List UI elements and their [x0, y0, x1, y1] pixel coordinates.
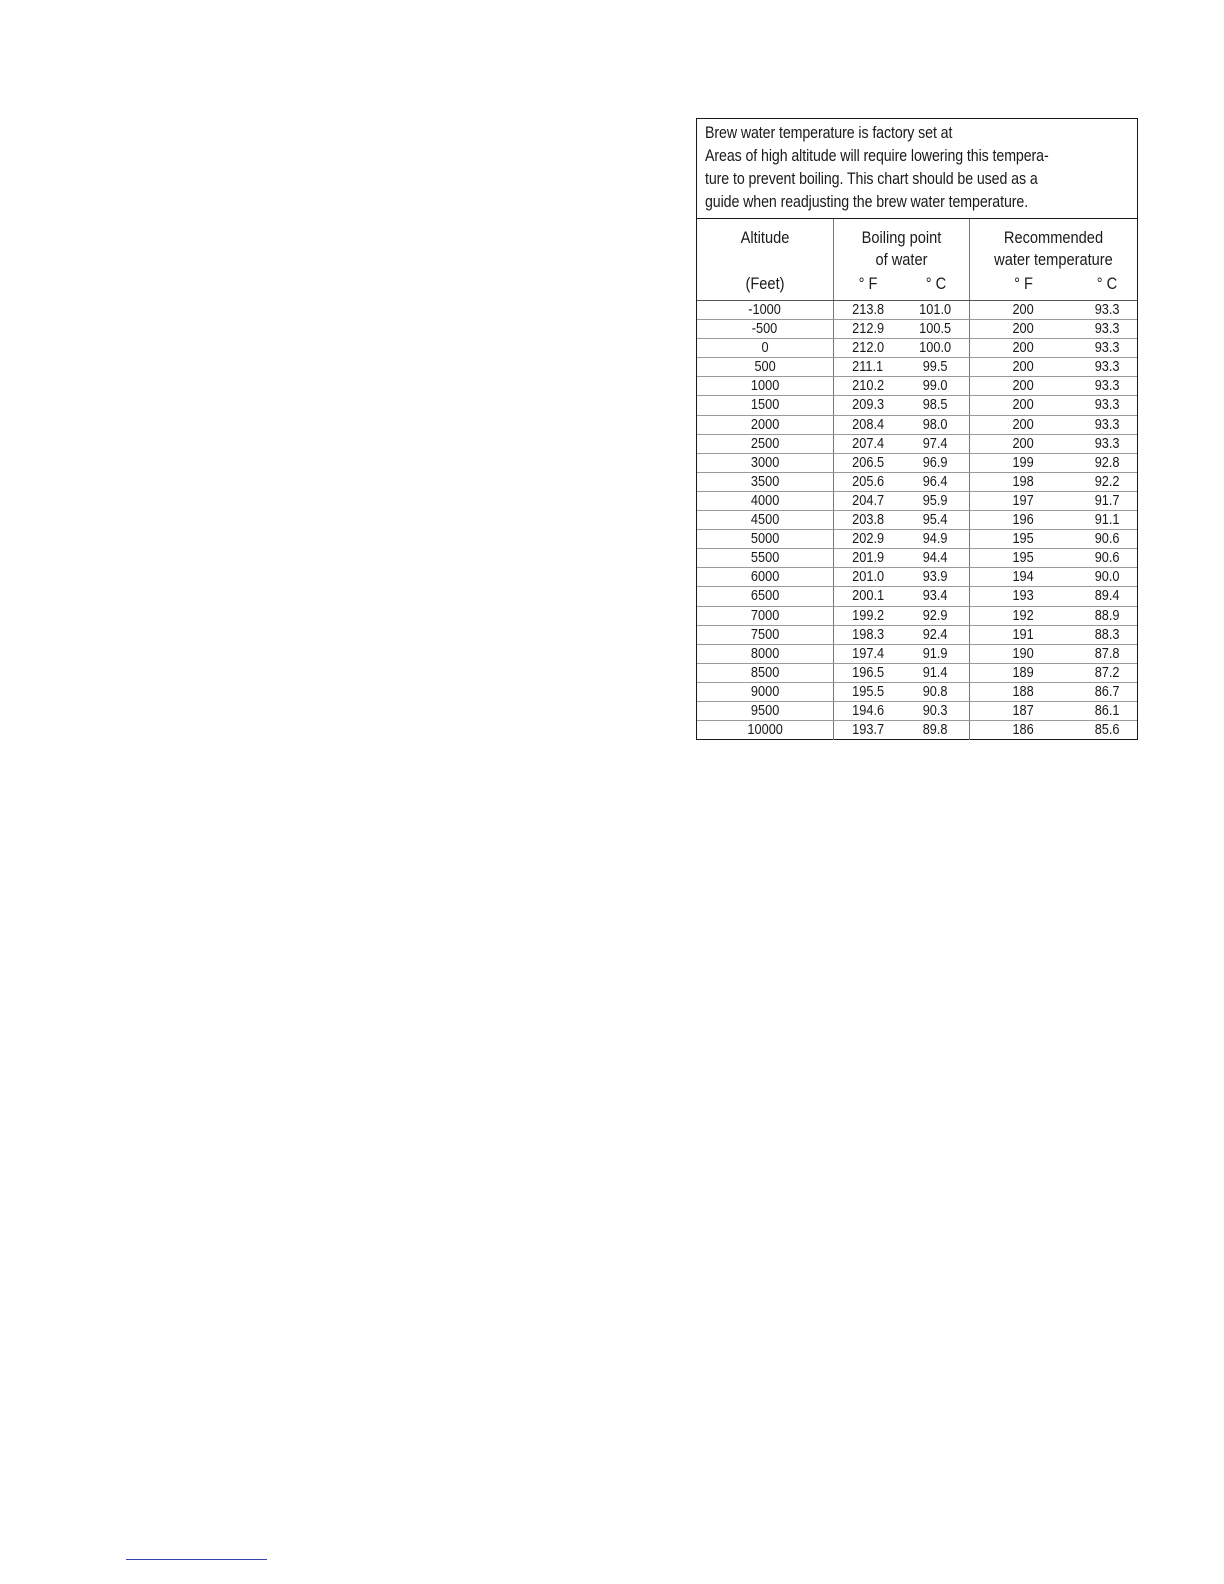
table-body [697, 301, 1137, 740]
recommended-f-cell-value: 194 [1012, 569, 1035, 586]
boiling-c-cell-value: 92.9 [923, 607, 948, 624]
table-row [697, 645, 1137, 664]
boiling-f-cell [834, 587, 902, 605]
boiling-f-cell-value: 198.3 [852, 626, 884, 643]
boiling-c-cell-value: 90.8 [923, 683, 948, 700]
altitude-cell [697, 587, 834, 605]
altitude-cell-value: 8000 [750, 645, 780, 662]
altitude-cell-value: 5000 [750, 531, 780, 548]
recommended-f-cell-value: 191 [1012, 626, 1035, 643]
recommended-c-cell [1077, 454, 1137, 472]
boiling-c-cell-value: 96.4 [923, 473, 948, 490]
boiling-f-cell [834, 377, 902, 395]
altitude-cell [697, 339, 834, 357]
table-row [697, 320, 1137, 339]
boiling-f-cell [834, 702, 902, 720]
recommended-f-cell [970, 626, 1077, 644]
boiling-c-cell-value: 93.9 [923, 569, 948, 586]
intro-line-3: ture to prevent boiling. This chart should be used as a [705, 170, 1038, 188]
recommended-f-cell [970, 396, 1077, 414]
recommended-f-cell-value: 197 [1012, 492, 1035, 509]
boiling-c-cell-value: 100.0 [919, 340, 952, 357]
intro-line-2: Areas of high altitude will require lowering this tempera- [705, 147, 1049, 165]
boiling-f-cell [834, 473, 902, 491]
altitude-cell [697, 607, 834, 625]
altitude-cell-value: 3000 [750, 454, 780, 471]
altitude-cell-value: 0 [761, 340, 769, 357]
boiling-c-cell-value: 98.5 [923, 397, 948, 414]
boiling-c-cell [902, 492, 970, 510]
recommended-c-cell-value: 90.6 [1094, 531, 1120, 548]
altitude-cell [697, 626, 834, 644]
recommended-f-cell [970, 721, 1077, 740]
recommended-f-cell [970, 492, 1077, 510]
altitude-cell [697, 473, 834, 491]
boiling-f-cell-value: 202.9 [852, 531, 884, 548]
boiling-c-cell-value: 101.0 [919, 302, 952, 318]
recommended-c-cell [1077, 607, 1137, 625]
altitude-cell-value: 6000 [750, 569, 780, 586]
boiling-f-cell [834, 320, 902, 338]
recommended-c-cell-value: 92.8 [1094, 454, 1120, 471]
header-feet-label: (Feet) [745, 274, 785, 293]
recommended-f-cell [970, 683, 1077, 701]
recommended-c-cell-value: 93.3 [1094, 302, 1120, 318]
table-row [697, 377, 1137, 396]
table-row [697, 358, 1137, 377]
recommended-c-cell [1077, 702, 1137, 720]
table-row [697, 301, 1137, 320]
recommended-c-cell [1077, 626, 1137, 644]
recommended-c-cell [1077, 664, 1137, 682]
recommended-c-cell-value: 88.3 [1094, 626, 1120, 643]
recommended-c-cell-value: 87.2 [1094, 664, 1120, 681]
recommended-f-cell [970, 607, 1077, 625]
boiling-c-cell [902, 301, 970, 319]
recommended-f-cell [970, 454, 1077, 472]
boiling-f-cell-value: 212.9 [852, 321, 884, 338]
recommended-f-cell [970, 530, 1077, 548]
boiling-c-cell [902, 435, 970, 453]
recommended-f-cell [970, 358, 1077, 376]
boiling-c-cell [902, 396, 970, 414]
boiling-c-cell-value: 100.5 [919, 321, 952, 338]
recommended-c-cell [1077, 416, 1137, 434]
altitude-cell [697, 377, 834, 395]
altitude-cell-value: 4500 [750, 512, 780, 529]
header-altitude-label: Altitude [740, 228, 790, 247]
recommended-c-cell [1077, 473, 1137, 491]
recommended-c-cell [1077, 358, 1137, 376]
recommended-f-cell-value: 188 [1012, 683, 1035, 700]
table-row [697, 492, 1137, 511]
recommended-c-cell-value: 90.6 [1094, 550, 1120, 567]
altitude-cell-value: 6500 [750, 588, 780, 605]
recommended-f-cell [970, 549, 1077, 567]
recommended-f-cell [970, 416, 1077, 434]
table-row [697, 396, 1137, 415]
header-recommended-line-1: Recommended [1003, 228, 1104, 247]
altitude-cell-value: 500 [754, 359, 776, 376]
boiling-c-cell [902, 416, 970, 434]
recommended-c-cell-value: 88.9 [1094, 607, 1120, 624]
header-recommended-unit-c: ° C [1096, 274, 1118, 293]
recommended-c-cell [1077, 320, 1137, 338]
table-header [697, 219, 1137, 301]
recommended-f-cell-value: 187 [1012, 702, 1035, 719]
chart-intro-text [697, 119, 1137, 219]
recommended-c-cell-value: 93.3 [1094, 416, 1120, 433]
boiling-f-cell-value: 194.6 [852, 702, 884, 719]
boiling-f-cell-value: 207.4 [852, 435, 884, 452]
boiling-c-cell-value: 98.0 [923, 416, 948, 433]
altitude-cell [697, 416, 834, 434]
recommended-c-cell-value: 93.3 [1094, 321, 1120, 338]
recommended-f-cell-value: 200 [1012, 416, 1035, 433]
boiling-c-cell-value: 99.5 [923, 359, 948, 376]
altitude-cell-value: 3500 [750, 473, 780, 490]
table-row [697, 473, 1137, 492]
recommended-c-cell-value: 86.7 [1094, 683, 1120, 700]
boiling-f-cell [834, 721, 902, 740]
table-row [697, 530, 1137, 549]
altitude-cell [697, 454, 834, 472]
boiling-c-cell [902, 358, 970, 376]
boiling-f-cell-value: 193.7 [852, 722, 884, 739]
recommended-f-cell [970, 664, 1077, 682]
altitude-cell [697, 702, 834, 720]
altitude-cell-value: 2500 [750, 435, 780, 452]
recommended-c-cell [1077, 530, 1137, 548]
altitude-cell-value: 9000 [750, 683, 780, 700]
boiling-f-cell-value: 200.1 [852, 588, 884, 605]
table-row [697, 339, 1137, 358]
boiling-c-cell-value: 91.4 [923, 664, 948, 681]
boiling-f-cell-value: 206.5 [852, 454, 884, 471]
boiling-c-cell [902, 454, 970, 472]
altitude-cell [697, 435, 834, 453]
altitude-cell-value: 8500 [750, 664, 780, 681]
recommended-f-cell [970, 511, 1077, 529]
altitude-cell [697, 683, 834, 701]
table-row [697, 416, 1137, 435]
boiling-c-cell [902, 683, 970, 701]
altitude-cell-value: 5500 [750, 550, 780, 567]
header-boiling-unit-f: ° F [858, 274, 878, 293]
boiling-f-cell-value: 195.5 [852, 683, 884, 700]
boiling-c-cell-value: 89.8 [923, 722, 948, 739]
recommended-f-cell [970, 377, 1077, 395]
boiling-c-cell-value: 91.9 [923, 645, 948, 662]
boiling-f-cell [834, 549, 902, 567]
recommended-f-cell [970, 473, 1077, 491]
boiling-f-cell-value: 213.8 [852, 302, 884, 318]
boiling-c-cell-value: 92.4 [923, 626, 948, 643]
recommended-c-cell-value: 85.6 [1094, 722, 1120, 739]
boiling-c-cell [902, 549, 970, 567]
footnote-rule [126, 1559, 267, 1560]
boiling-f-cell-value: 208.4 [852, 416, 884, 433]
boiling-f-cell [834, 339, 902, 357]
recommended-f-cell-value: 190 [1012, 645, 1035, 662]
recommended-c-cell-value: 86.1 [1094, 702, 1120, 719]
recommended-f-cell-value: 200 [1012, 340, 1035, 357]
boiling-f-cell-value: 197.4 [852, 645, 884, 662]
recommended-c-cell [1077, 549, 1137, 567]
header-boiling-line-1: Boiling point [861, 228, 942, 247]
recommended-c-cell [1077, 377, 1137, 395]
recommended-c-cell [1077, 301, 1137, 319]
boiling-c-cell-value: 94.4 [923, 550, 948, 567]
altitude-cell [697, 549, 834, 567]
recommended-f-cell-value: 200 [1012, 397, 1035, 414]
recommended-c-cell [1077, 435, 1137, 453]
boiling-f-cell [834, 626, 902, 644]
altitude-cell-value: 7500 [750, 626, 780, 643]
boiling-c-cell [902, 702, 970, 720]
altitude-cell-value: 4000 [750, 492, 780, 509]
boiling-c-cell [902, 664, 970, 682]
boiling-f-cell-value: 209.3 [852, 397, 884, 414]
recommended-f-cell-value: 195 [1012, 550, 1035, 567]
boiling-c-cell [902, 320, 970, 338]
header-recommended-line-2: water temperature [994, 250, 1113, 269]
boiling-f-cell [834, 607, 902, 625]
boiling-f-cell-value: 204.7 [852, 492, 884, 509]
boiling-f-cell [834, 301, 902, 319]
table-row [697, 607, 1137, 626]
recommended-c-cell [1077, 492, 1137, 510]
altitude-cell-value: 1000 [750, 378, 780, 395]
header-boiling-unit-c: ° C [925, 274, 947, 293]
header-recommended [970, 219, 1137, 300]
altitude-cell [697, 396, 834, 414]
boiling-f-cell [834, 568, 902, 586]
boiling-f-cell [834, 664, 902, 682]
boiling-c-cell [902, 587, 970, 605]
recommended-f-cell-value: 199 [1012, 454, 1035, 471]
table-row [697, 435, 1137, 454]
recommended-c-cell-value: 87.8 [1094, 645, 1120, 662]
recommended-f-cell-value: 200 [1012, 378, 1035, 395]
altitude-cell-value: 10000 [747, 722, 783, 739]
recommended-f-cell-value: 193 [1012, 588, 1035, 605]
recommended-f-cell-value: 200 [1012, 359, 1035, 376]
altitude-cell [697, 721, 834, 740]
recommended-c-cell-value: 93.3 [1094, 359, 1120, 376]
boiling-f-cell-value: 212.0 [852, 340, 884, 357]
boiling-f-cell [834, 492, 902, 510]
boiling-f-cell [834, 416, 902, 434]
boiling-c-cell-value: 95.4 [923, 512, 948, 529]
recommended-c-cell [1077, 587, 1137, 605]
recommended-f-cell [970, 301, 1077, 319]
table-row [697, 721, 1137, 740]
header-altitude [697, 219, 834, 300]
altitude-cell-value: -500 [752, 321, 778, 338]
boiling-f-cell [834, 530, 902, 548]
recommended-f-cell-value: 200 [1012, 302, 1035, 318]
recommended-c-cell [1077, 721, 1137, 740]
table-row [697, 702, 1137, 721]
table-row [697, 549, 1137, 568]
altitude-cell [697, 530, 834, 548]
boiling-c-cell-value: 96.9 [923, 454, 948, 471]
recommended-c-cell [1077, 645, 1137, 663]
boiling-f-cell-value: 211.1 [852, 359, 884, 376]
recommended-f-cell [970, 587, 1077, 605]
boiling-c-cell [902, 530, 970, 548]
recommended-f-cell-value: 186 [1012, 722, 1035, 739]
boiling-c-cell [902, 721, 970, 740]
header-boiling-point [834, 219, 970, 300]
boiling-c-cell-value: 97.4 [923, 435, 948, 452]
boiling-c-cell [902, 607, 970, 625]
recommended-c-cell-value: 93.3 [1094, 397, 1120, 414]
altitude-cell-value: -1000 [748, 302, 782, 318]
boiling-c-cell [902, 473, 970, 491]
boiling-f-cell-value: 201.9 [852, 550, 884, 567]
boiling-c-cell [902, 339, 970, 357]
recommended-c-cell [1077, 396, 1137, 414]
altitude-cell-value: 7000 [750, 607, 780, 624]
recommended-f-cell [970, 339, 1077, 357]
recommended-f-cell [970, 702, 1077, 720]
boiling-c-cell-value: 93.4 [923, 588, 948, 605]
recommended-c-cell-value: 90.0 [1094, 569, 1120, 586]
recommended-f-cell-value: 189 [1012, 664, 1035, 681]
boiling-c-cell [902, 645, 970, 663]
boiling-f-cell [834, 358, 902, 376]
boiling-c-cell [902, 568, 970, 586]
boiling-f-cell [834, 645, 902, 663]
recommended-c-cell [1077, 511, 1137, 529]
boiling-f-cell [834, 683, 902, 701]
recommended-c-cell-value: 93.3 [1094, 378, 1120, 395]
altitude-cell [697, 358, 834, 376]
boiling-f-cell-value: 210.2 [852, 378, 884, 395]
boiling-c-cell-value: 90.3 [923, 702, 948, 719]
recommended-c-cell [1077, 339, 1137, 357]
recommended-f-cell-value: 196 [1012, 512, 1035, 529]
table-row [697, 664, 1137, 683]
table-row [697, 511, 1137, 530]
boiling-c-cell-value: 99.0 [923, 378, 948, 395]
recommended-f-cell [970, 568, 1077, 586]
recommended-f-cell-value: 192 [1012, 607, 1035, 624]
recommended-c-cell-value: 91.7 [1094, 492, 1120, 509]
intro-line-4: guide when readjusting the brew water temperature. [705, 193, 1029, 211]
recommended-c-cell-value: 89.4 [1094, 588, 1120, 605]
recommended-c-cell-value: 92.2 [1094, 473, 1120, 490]
intro-line-1: Brew water temperature is factory set at [705, 124, 953, 142]
recommended-f-cell-value: 200 [1012, 321, 1035, 338]
altitude-temperature-chart [696, 118, 1138, 740]
boiling-f-cell-value: 203.8 [852, 512, 884, 529]
boiling-f-cell [834, 435, 902, 453]
recommended-f-cell-value: 195 [1012, 531, 1035, 548]
table-row [697, 626, 1137, 645]
boiling-f-cell-value: 201.0 [852, 569, 884, 586]
altitude-cell [697, 511, 834, 529]
recommended-c-cell [1077, 568, 1137, 586]
header-recommended-unit-f: ° F [1014, 274, 1033, 293]
recommended-f-cell [970, 320, 1077, 338]
boiling-f-cell-value: 199.2 [852, 607, 884, 624]
table-row [697, 683, 1137, 702]
boiling-f-cell [834, 511, 902, 529]
boiling-c-cell-value: 95.9 [923, 492, 948, 509]
boiling-c-cell [902, 377, 970, 395]
recommended-c-cell [1077, 683, 1137, 701]
boiling-c-cell-value: 94.9 [923, 531, 948, 548]
recommended-f-cell [970, 435, 1077, 453]
table-row [697, 568, 1137, 587]
boiling-f-cell-value: 205.6 [852, 473, 884, 490]
altitude-cell [697, 645, 834, 663]
altitude-cell-value: 2000 [750, 416, 780, 433]
recommended-c-cell-value: 91.1 [1094, 512, 1120, 529]
boiling-f-cell [834, 454, 902, 472]
table-row [697, 587, 1137, 606]
table-row [697, 454, 1137, 473]
recommended-f-cell [970, 645, 1077, 663]
boiling-f-cell [834, 396, 902, 414]
altitude-cell [697, 492, 834, 510]
boiling-c-cell [902, 511, 970, 529]
altitude-cell [697, 320, 834, 338]
recommended-f-cell-value: 200 [1012, 435, 1035, 452]
recommended-c-cell-value: 93.3 [1094, 435, 1120, 452]
altitude-cell [697, 568, 834, 586]
boiling-f-cell-value: 196.5 [852, 664, 884, 681]
header-boiling-line-2: of water [875, 250, 928, 269]
altitude-cell-value: 1500 [750, 397, 780, 414]
altitude-cell-value: 9500 [750, 702, 780, 719]
recommended-c-cell-value: 93.3 [1094, 340, 1120, 357]
boiling-c-cell [902, 626, 970, 644]
altitude-cell [697, 664, 834, 682]
altitude-cell [697, 301, 834, 319]
recommended-f-cell-value: 198 [1012, 473, 1035, 490]
